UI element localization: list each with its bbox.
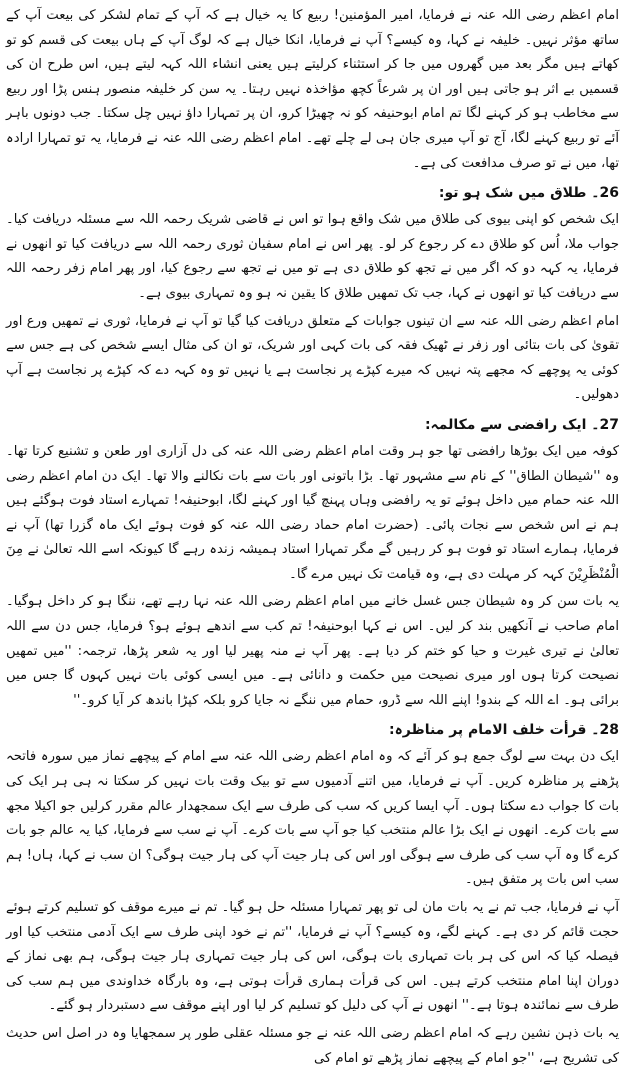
section-26-heading: 26۔ طلاق میں شک ہو تو: bbox=[438, 185, 619, 202]
section-28-paragraph-2: آپ نے فرمایا، جب تم نے یہ بات مان لی تو پھر تمہارا مسئلہ حل ہو گیا۔ تم نے میرے موقف کو تسلیم کرتے ہوئے حجت قائم کر دی ہے۔ کہنے لگے، وہ کیسے؟ آپ نے فرمایا، ''تم نے خود اپنی طرف سے ایک آدمی منتخب کیا اور فیصلہ کیا کہ اس کی ہر بات تمہاری بات ہوگی، اس کی ہار جیت تمہاری ہار جیت ہوگی، ہم بھی نماز کے دوران اپنا امام منتخب کرتے ہیں۔ اس کی قرأت ہماری قرأت ہوتی ہے، وہ بارگاہ خداوندی میں ہم سب کی طرف سے نمائندہ ہوتا ہے۔'' انھوں نے آپ کی دلیل کو تسلیم کر لیا اور اپنے موقف سے دستبردار ہو گئے۔ bbox=[6, 900, 619, 1014]
section-28-heading: 28۔ قرأت خلف الامام پر مناظرہ: bbox=[389, 722, 619, 739]
section-27-paragraph-1: کوفہ میں ایک بوڑھا رافضی تھا جو ہر وقت امام اعظم رضی اللہ عنہ کی دل آزاری اور طعن و تشنیع کرتا تھا۔ وہ ''شیطان الطاق'' کے نام سے مشہور تھا۔ بڑا باتونی اور بات سے بات نکالنے والا تھا۔ ایک دن امام اعظم رضی اللہ عنہ حمام میں داخل ہوئے تو یہ رافضی وہاں پہنچ گیا اور کہنے لگا، ابوحنیفہ! تمہارے استاد فوت ہوگئے ہیں ہم نے اس شخص سے نجات پائی۔ (حضرت امام حماد رضی اللہ عنہ کو فوت ہوئے ایک ماہ گزرا تھا) آپ نے فرمایا، ہمارے استاد تو فوت ہو کر رہیں گے مگر تمہارا استاد ہمیشہ زندہ رہے گا کیونکہ اسے اللہ تعالیٰ نے مِنَ الْمُنْظَرِیْنَ کہہ کر مہلت دی ہے، وہ قیامت تک نہیں مرے گا۔ bbox=[6, 443, 619, 582]
section-27-paragraph-2: یہ بات سن کر وہ شیطان جس غسل خانے میں امام اعظم رضی اللہ عنہ نہا رہے تھے، ننگا ہو کر داخل ہوگیا۔ امام صاحب نے آنکھیں بند کر لیں۔ اس نے کہا ابوحنیفہ! تم کب سے اندھے ہوئے ہو؟ فرمایا، جس دن سے اللہ تعالیٰ نے تیری غیرت و حیا کو ختم کر دیا ہے۔ پھر آپ نے منہ پھیر لیا اور یہ شعر پڑھا، ترجمہ: ''میں تمھیں نصیحت کرتا ہوں اور میری نصیحت میں حکمت و دانائی ہے۔ میں ایسی کوئی بات نہیں کہوں گا جس میں برائی ہو۔ اے اللہ کے بندو! اپنے اللہ سے ڈرو، حمام میں ننگے نہ جایا کرو بلکہ کپڑا باندھ کر آیا کرو۔'' bbox=[6, 594, 619, 708]
section-28-paragraph-3: یہ بات ذہن نشین رہے کہ امام اعظم رضی اللہ عنہ نے جو مسئلہ عقلی طور پر سمجھایا وہ در اصل اس حدیث کی تشریح ہے، ''جو امام کے پیچھے نماز پڑھے تو امام کی bbox=[6, 1025, 619, 1066]
intro-paragraph: امام اعظم رضی اللہ عنہ نے فرمایا، امیر المؤمنین! ربیع کا یہ خیال ہے کہ آپ کے تمام لشکر کی بیعت آپ کے ساتھ مؤثر نہیں۔ خلیفہ نے کہا، وہ کیسے؟ آپ نے فرمایا، انکا خیال ہے کہ لوگ آپ کے ہاں بیعت کی قسم کو تو کھاتے ہیں مگر بعد میں گھروں میں جا کر استثناء کرلیتے ہیں یعنی انشاء اللہ کہہ لیتے ہیں، اس طرح ان کی قسمیں بے اثر ہو جاتی ہیں اور ان پر شرعاً کچھ مؤاخذہ نہیں رہتا۔ یہ سن کر خلیفہ منصور ہنس پڑا اور ربیع سے مخاطب ہو کر کہنے لگا تم امام ابوحنیفہ کو نہ چھیڑا کرو، ان پر تمہارا داؤ نہیں چل سکتا۔ جب دونوں باہر آئے تو ربیع کہنے لگا، آج تو آپ میری جان ہی لے چلے تھے۔ امام اعظم رضی اللہ عنہ نے فرمایا، یہ تو تمہارا ارادہ تھا، میں نے تو صرف مدافعت کی ہے۔ bbox=[6, 8, 619, 171]
section-28-paragraph-1: ایک دن بہت سے لوگ جمع ہو کر آئے کہ وہ امام اعظم رضی اللہ عنہ سے امام کے پیچھے نماز میں سورہ فاتحہ پڑھنے پر مناظرہ کریں۔ آپ نے فرمایا، میں اتنے آدمیوں سے تو بیک وقت بات نہیں کر سکتا نہ ہی ہر ایک کی بات کا جواب دے سکتا ہوں۔ آپ ایسا کریں کہ سب کی طرف سے ایک سمجھدار عالم مقرر کرلیں جو اکیلا مجھ سے بات کرے۔ انھوں نے ایک بڑا عالم منتخب کیا جو آپ سے بات کرے۔ آپ نے سب سے فرمایا، کیا یہ عالم جو بات کرے گا وہ آپ سب کی طرف سے ہوگی اور اس کی ہار جیت آپ کی ہار جیت ہوگی؟ ان سب نے کہا، ہاں! ہم سب اس بات پر متفق ہیں۔ bbox=[6, 749, 619, 888]
section-27-heading: 27۔ ایک رافضی سے مکالمہ: bbox=[424, 416, 619, 433]
section-26-paragraph-2: امام اعظم رضی اللہ عنہ سے ان تینوں جوابات کے متعلق دریافت کیا گیا تو آپ نے فرمایا، ثوری نے تمھیں ورع اور تقویٰ کی بات بتائی اور زفر نے ٹھیک فقہ کی بات کہی اور شریک، تو ان کی مثال ایسے شخص کی ہے جس سے کوئی یہ پوچھے کہ مجھے پتہ نہیں کہ میرے کپڑے پر نجاست ہے یا نہیں تو وہ کہہ دے کہ کپڑے پر نجاست ہے آپ دھولیں۔ bbox=[6, 313, 619, 403]
section-26-paragraph-1: ایک شخص کو اپنی بیوی کی طلاق میں شک واقع ہوا تو اس نے قاضی شریک رحمہ اللہ سے مسئلہ دریافت کیا۔ جواب ملا، اُس کو طلاق دے کر رجوع کر لو۔ پھر اس نے امام سفیان ثوری رحمہ اللہ سے دریافت کیا تو انھوں نے فرمایا، یہ کہہ دو کہ اگر میں نے تجھ کو طلاق دی ہے تو میں نے تجھ سے رجوع کیا، اور پھر امام زفر رحمہ اللہ سے دریافت کیا تو انھوں نے کہا، جب تک تمھیں طلاق کا یقین نہ ہو وہ تمہاری بیوی ہے۔ bbox=[6, 212, 619, 301]
